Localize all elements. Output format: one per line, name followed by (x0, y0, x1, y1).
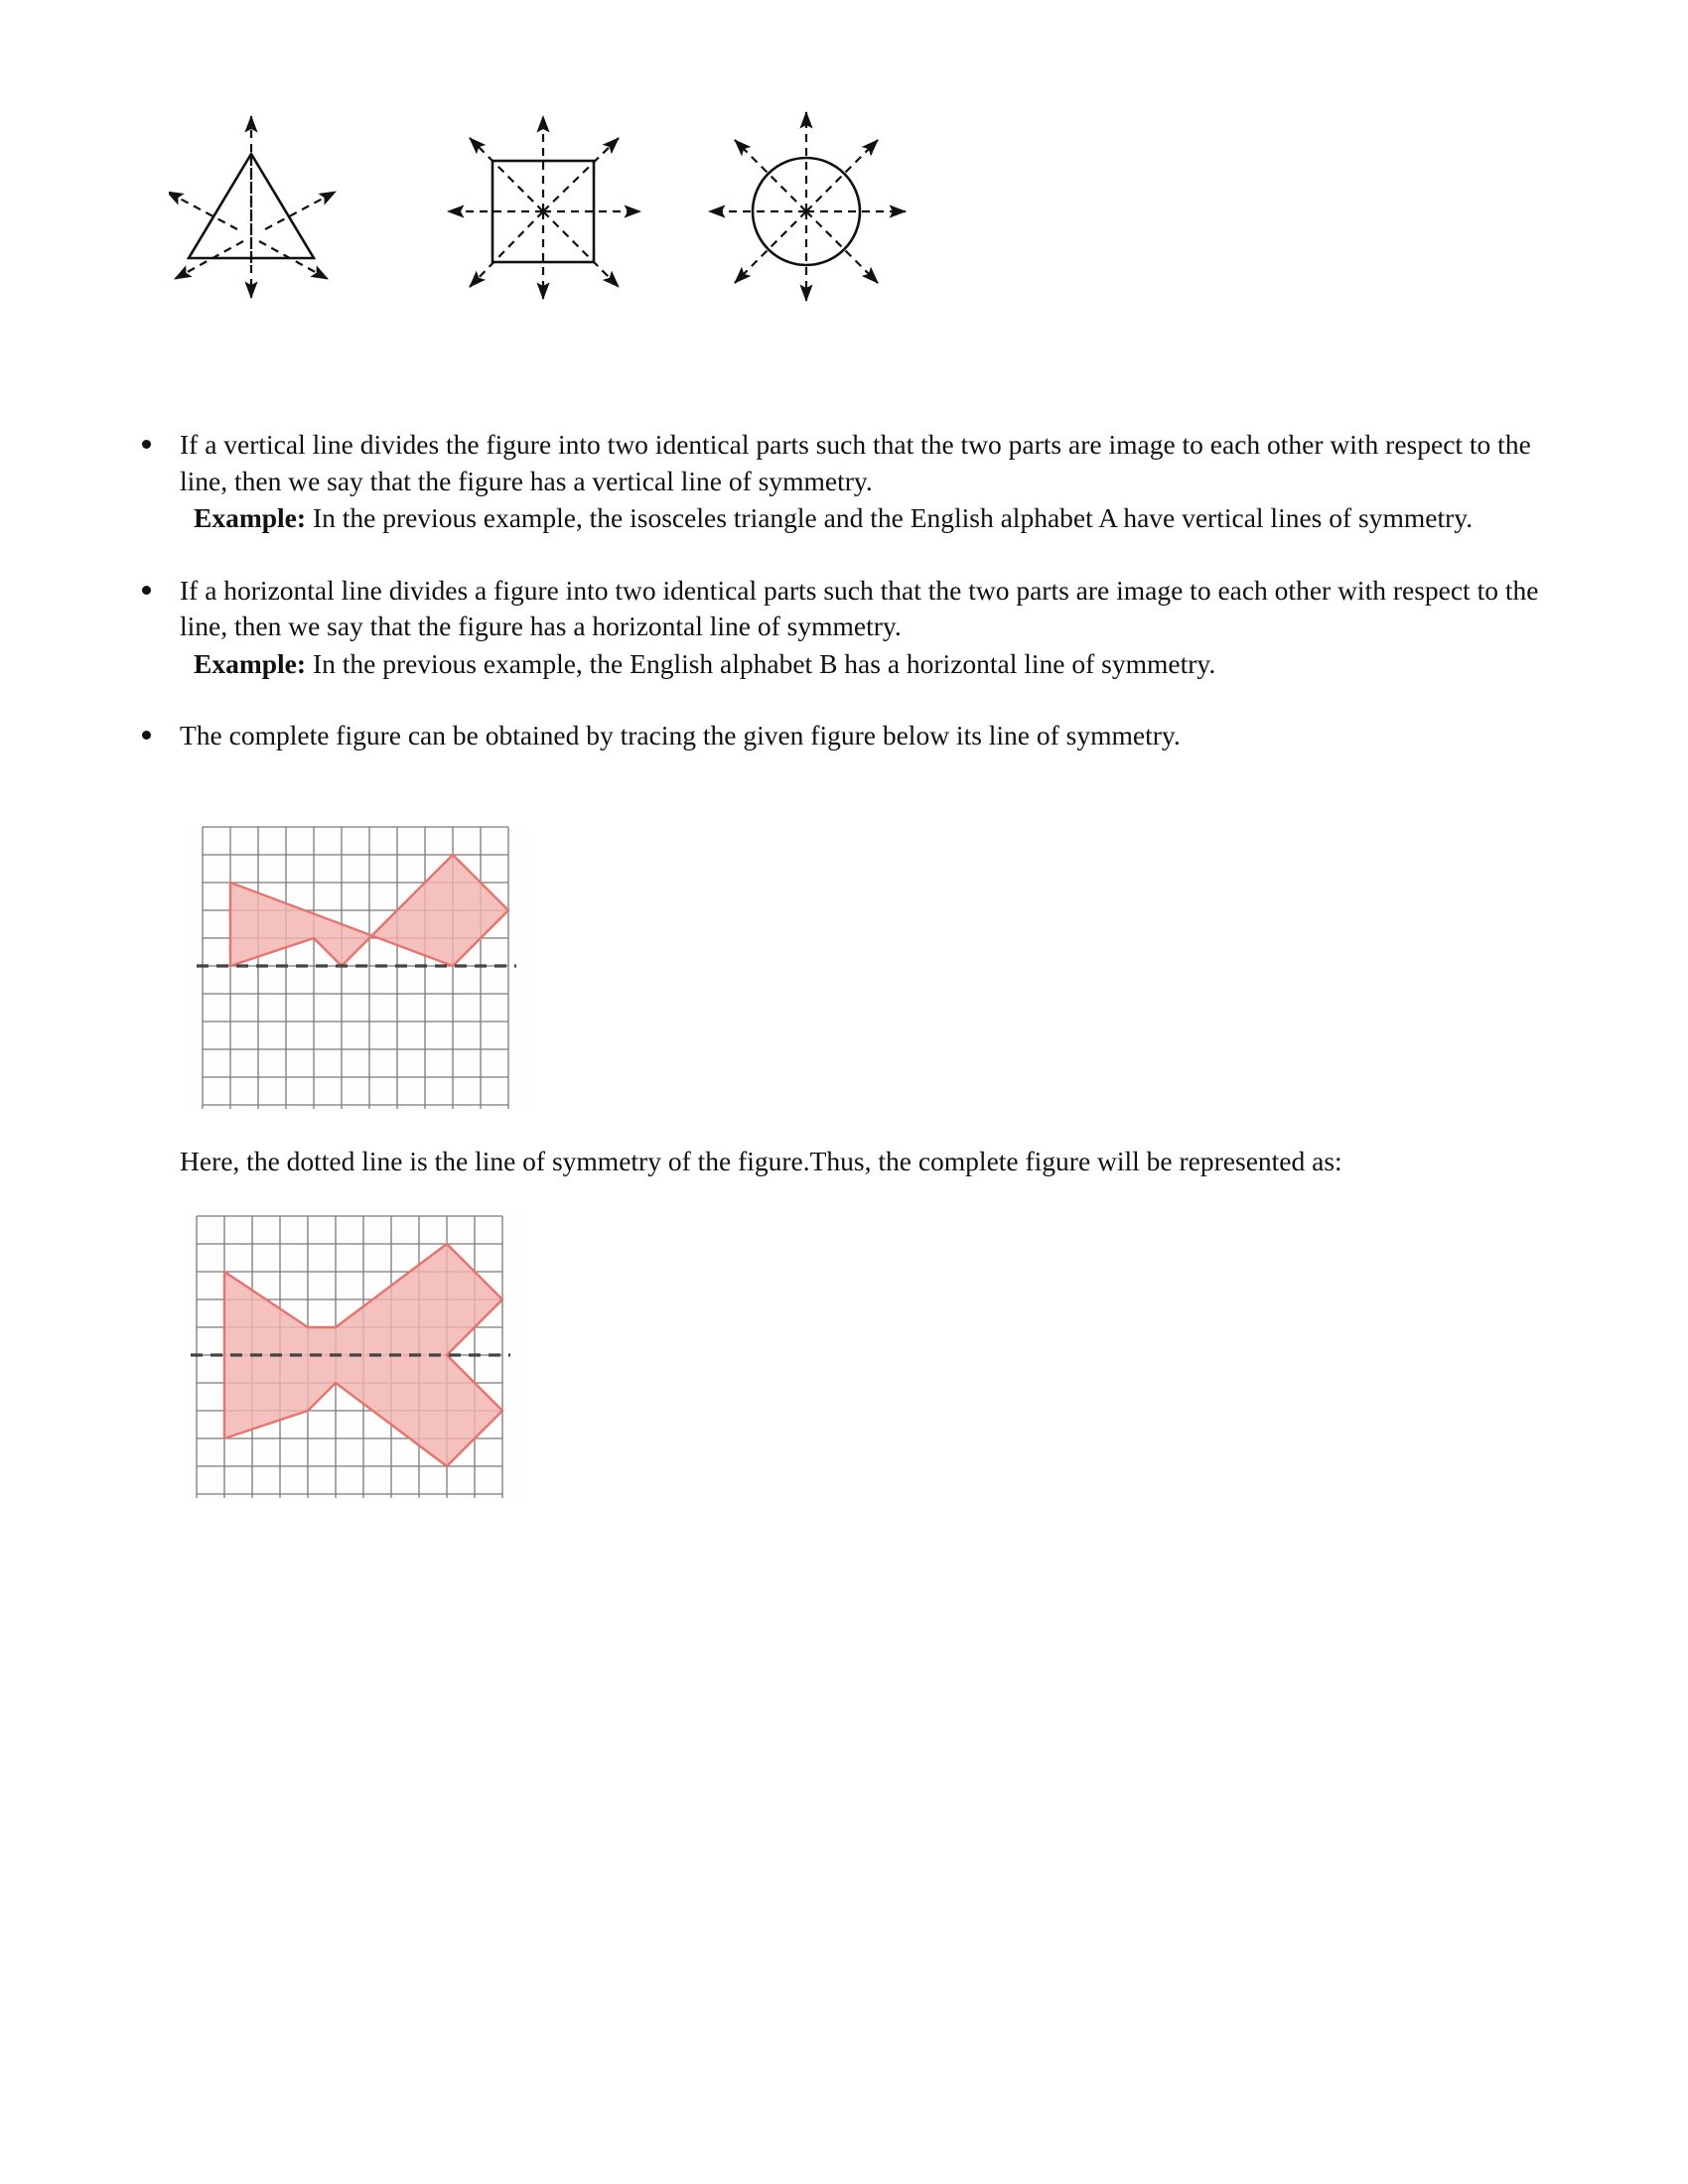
bullet-example (180, 646, 1552, 683)
triangle-symmetry-figure (169, 94, 397, 308)
bullet-list (132, 427, 1552, 784)
half-figure-grid (189, 824, 530, 1112)
bullet-marker-icon (142, 440, 151, 449)
example-text: In the previous example, the isosceles triangle and the English alphabet A have vertical lines of symmetry. (312, 502, 1474, 534)
triangle-axis-lines (169, 116, 336, 298)
bullet-complete-figure (132, 718, 1552, 754)
example-label: Example: (194, 647, 307, 679)
circle-axis-lines (709, 112, 906, 301)
figure-caption: Here, the dotted line is the line of symmetry of the figure.Thus, the complete figure will be represented as: (180, 1146, 1342, 1176)
square-symmetry-figure (432, 94, 660, 308)
bullet-text: If a horizontal line divides a figure into two identical parts such that the two parts are image to each other with respect to the line, then we say that the figure has a horizontal line of symmetry. (180, 574, 1539, 642)
symmetry-diagram-row (169, 94, 983, 308)
square-axis-lines (448, 116, 640, 299)
example-label: Example: (194, 502, 307, 534)
example-text: In the previous example, the English alphabet B has a horizontal line of symmetry. (312, 647, 1216, 679)
bullet-horizontal-symmetry (132, 573, 1552, 683)
bullet-marker-icon (142, 586, 151, 595)
bullet-text: The complete figure can be obtained by tracing the given figure below its line of symmetry. (180, 720, 1181, 751)
full-figure-grid (183, 1213, 524, 1501)
bullet-text: If a vertical line divides the figure into two identical parts such that the two parts are image to each other with respect to the line, then we say that the figure has a vertical line of symmetry. (180, 429, 1531, 496)
bullet-vertical-symmetry (132, 427, 1552, 537)
bullet-example (180, 500, 1552, 537)
circle-symmetry-figure (695, 94, 923, 308)
bullet-marker-icon (142, 731, 151, 740)
